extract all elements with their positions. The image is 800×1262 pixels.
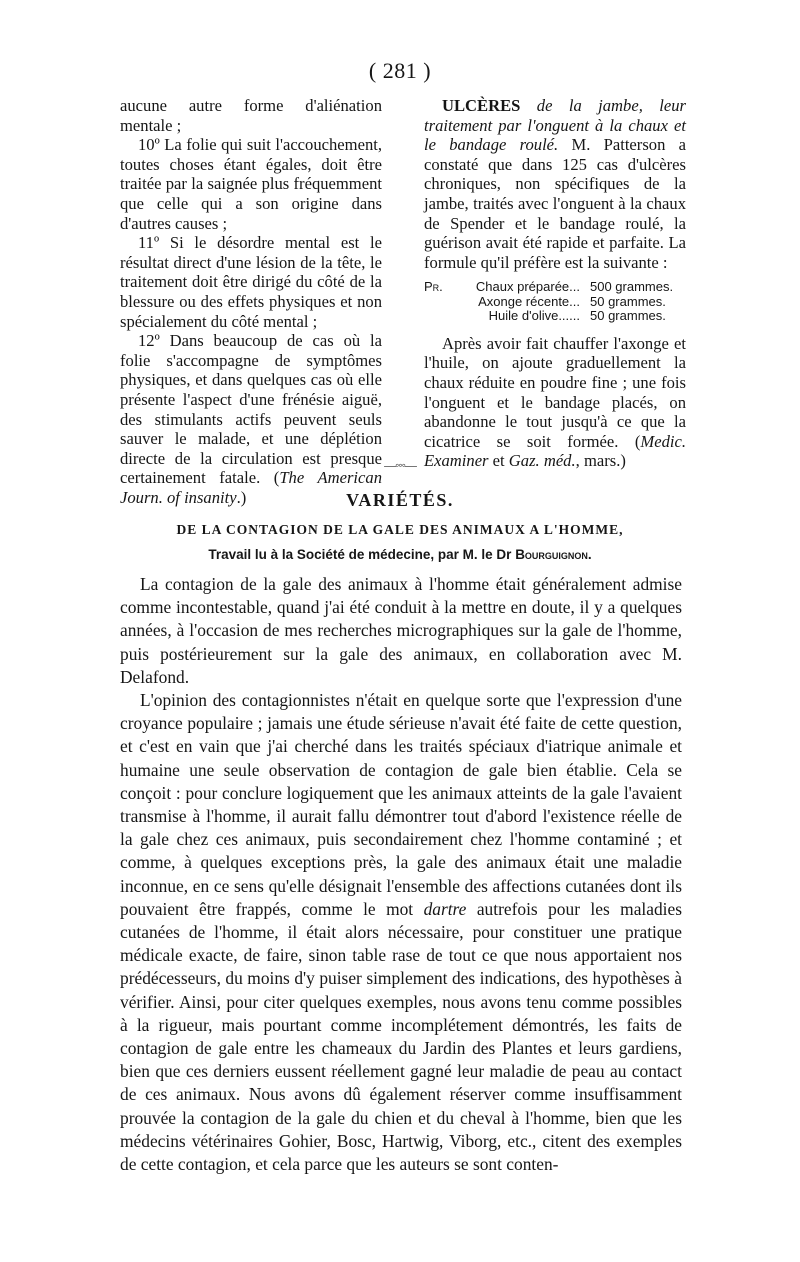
- article-paragraph-2-part-a: L'opinion des contagionnistes n'était en quelque sorte que l'expression d'une croyance populaire ; jamais une étude sérieuse n'avait été faite de cette question, et c'est en vain que j'ai cherché dans les traités spéciaux d'iatrique animale et humaine une seule observation de contagion de gale bien établie. Cela se conçoit : pour conclure logiquement que les animaux atteints de la gale l'avaient transmise à l'homme, il aurait fallu démontrer tout d'abord l'existence réelle de la gale chez ces animaux, puis secondairement chez l'homme contaminé ; et comme, à quelques exceptions près, la gale des animaux était une maladie inconnue, en ce sens qu'elle désignait l'ensemble des affections cutanées dont ils pouvaient être frappés, comme le mot: [120, 690, 682, 919]
- formula-row: [424, 295, 686, 310]
- formula-quantity: 50 grammes.: [590, 308, 666, 324]
- right-paragraph-1-text: M. Patterson a constaté que dans 125 cas d'ulcères chroniques, non spécifiques de la jambe, traités avec l'onguent à la chaux de Spender et le bandage roulé, la guérison avait été rapide et parfaite. La formule qu'il préfère est la suivante :: [424, 135, 686, 272]
- left-paragraph-2: 10º La folie qui suit l'accouchement, toutes choses étant égales, doit être traitée par la saignée plus fréquemment que celle qui a son origine dans d'autres causes ;: [120, 135, 382, 233]
- right-column: [424, 96, 686, 471]
- byline-author: Bourguignon.: [515, 547, 592, 562]
- article-paragraph-2: [120, 689, 682, 1176]
- section-title: VARIÉTÉS.: [346, 490, 454, 510]
- formula-ingredient: Axonge récente...: [478, 293, 580, 309]
- left-paragraph-1: aucune autre forme d'aliénation mentale ;: [120, 96, 382, 135]
- left-paragraph-4-text: 12º Dans beaucoup de cas où la folie s'accompagne de symptômes physiques, et dans quelques cas où elle présente l'aspect d'une frénésie aiguë, des stimulants actifs peuvent seuls sauver le malade, et une déplétion directe de la circulation est presque certainement fatale. (: [120, 331, 382, 488]
- formula-quantity: 500 grammes.: [590, 279, 674, 295]
- section-separator: —◦◦◦—: [384, 458, 416, 472]
- article-paragraph-2-part-b: autrefois pour les maladies cutanées de l'homme, il était alors nécessaire, pour constituer une pratique médicale exacte, de faire, sinon table rase de tout ce que nous apportaient nos prédécesseurs, du moins d'y puiser simplement des indications, des hypothèses à vérifier. Ainsi, pour citer quelques exemples, nous avons tenu comme possibles à la rigueur, mais pourtant comme incomplétement démontrés, les faits de contagion de gale entre les chameaux du Jardin des Plantes et leurs gardiens, bien que ces derniers eussent réellement gagné leur maladie de peau au contact de ces animaux. Nous avons dû également réserver comme insuffisamment prouvée la contagion de la gale du chien et du cheval à l'homme, bien que les médecins vétérinaires Gohier, Bosc, Hartwig, Viborg, etc., citent des exemples de cette contagion, et cela parce que les auteurs se sont conten-: [120, 898, 682, 1175]
- article-body: [120, 573, 682, 1176]
- formula-ingredient: Chaux préparée...: [475, 279, 580, 295]
- right-paragraph-2-source-1: Medic. Examiner: [424, 431, 686, 471]
- formula-ingredient: Huile d'olive......: [488, 308, 580, 324]
- right-paragraph-2-text: Après avoir fait chauffer l'axonge et l'huile, on ajoute graduellement la chaux réduite en poudre fine ; une fois l'onguent et le bandage placés, on abandonne le tout jusqu'à ce que la cicatrice se soit formée. (: [424, 333, 686, 451]
- right-paragraph-2-source-2: Gaz. méd.: [508, 451, 576, 471]
- left-paragraph-4: [120, 331, 382, 507]
- article-paragraph-2-italic: dartre: [423, 898, 467, 919]
- article-paragraph-1: La contagion de la gale des animaux à l'homme était généralement admise comme incontestable, quand j'ai été conduit à la mettre en doute, il y a quelques années, à l'occasion de mes recherches micrographiques sur la gale de l'homme, puis postérieurement sur la gale des animaux, en collaboration avec M. Delafond.: [120, 574, 682, 687]
- right-paragraph-1: [424, 96, 686, 272]
- article-title: DE LA CONTAGION DE LA GALE DES ANIMAUX A L'HOMME,: [176, 522, 624, 537]
- formula-row: [424, 309, 686, 324]
- left-paragraph-4-source: The American Journ. of insanity: [120, 468, 382, 507]
- ulceres-heading-italic: de la jambe, leur traitement par l'onguent à la chaux et le bandage roulé.: [424, 96, 686, 155]
- left-paragraph-4-end: .): [236, 487, 247, 507]
- right-paragraph-2: [424, 334, 686, 471]
- right-paragraph-2-end: , mars.): [575, 451, 626, 471]
- formula-table: [424, 280, 686, 324]
- ulceres-heading: ULCÈRES: [442, 96, 521, 115]
- formula-row: [424, 280, 686, 295]
- article-byline: [120, 547, 680, 562]
- left-column: [120, 96, 382, 507]
- right-paragraph-2-mid: et: [488, 451, 509, 471]
- left-paragraph-3: 11º Si le désordre mental est le résultat direct d'une lésion de la tête, le traitement doit être dirigé du côté de la blessure ou des effets physiques et non spécialement du côté mental ;: [120, 233, 382, 331]
- byline-prefix: Travail lu à la Société de médecine, par M. le Dr: [208, 547, 516, 562]
- formula-prefix: Pr.: [424, 279, 443, 295]
- page-number: ( 281 ): [368, 58, 432, 83]
- formula-quantity: 50 grammes.: [590, 293, 666, 309]
